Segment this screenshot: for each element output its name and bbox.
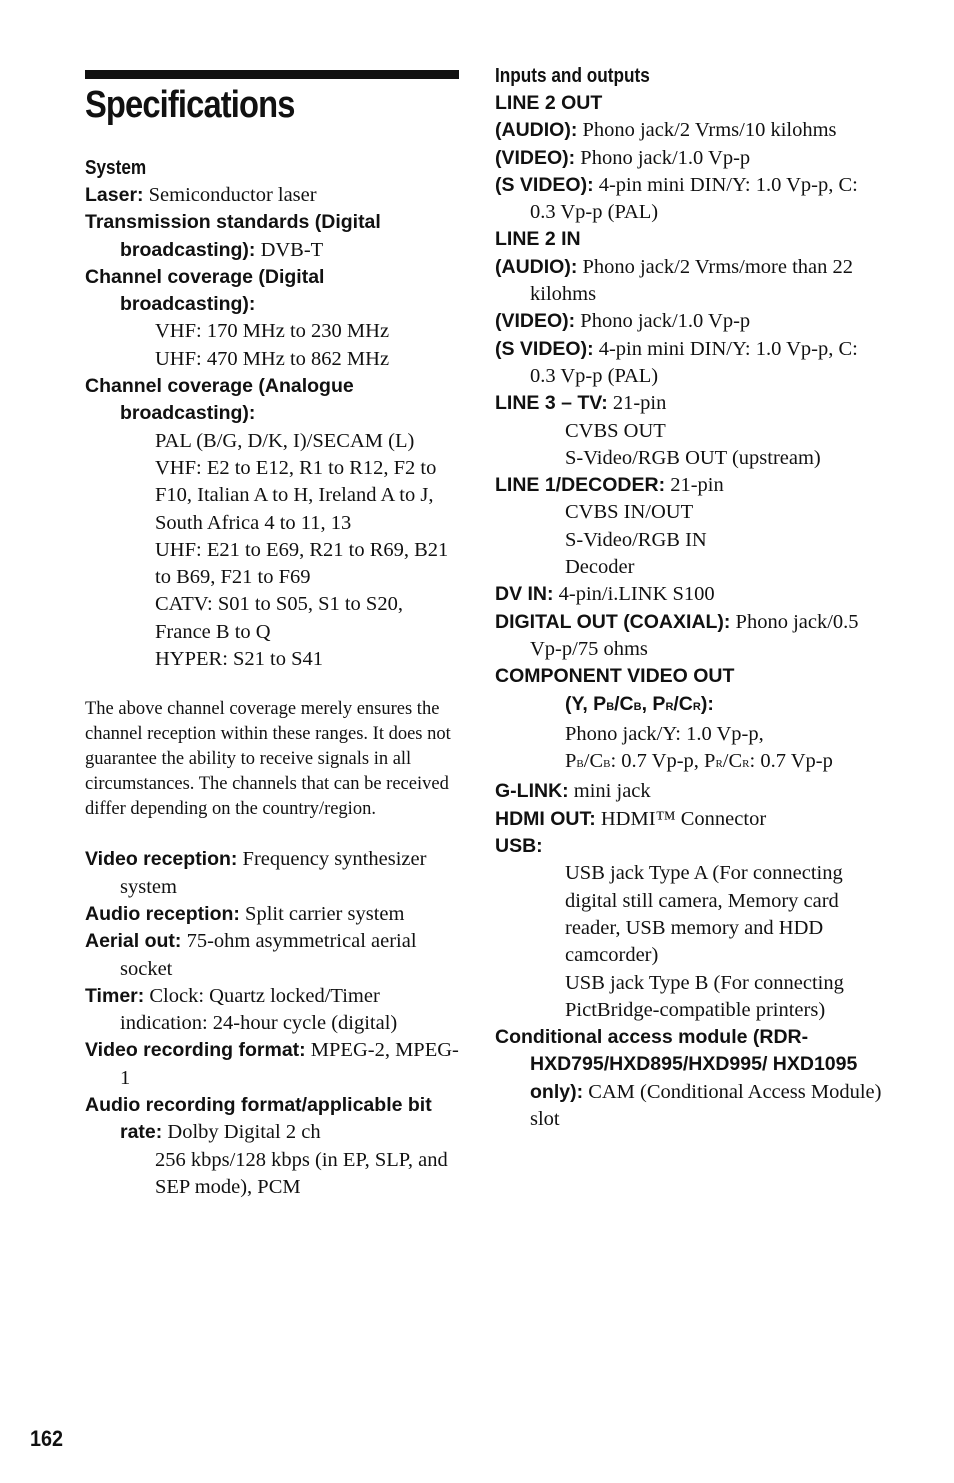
line1-line: CVBS IN/OUT [565,501,694,524]
channel-analogue-line: PAL (B/G, D/K, I)/SECAM (L) [155,429,415,452]
video-format-label: Video recording format: [85,1039,306,1062]
laser-label: Laser: [85,184,144,206]
channel-digital-label: Channel coverage (Digital broadcasting): [85,265,325,316]
channel-digital-line: UHF: 470 MHz to 862 MHz [155,347,390,370]
channel-analogue-label: Channel coverage (Analogue broadcasting): [85,375,354,425]
laser-spec [85,182,460,209]
channel-digital-spec [85,264,460,373]
video-reception-value: Frequency synthesizer system [120,848,427,898]
transmission-value: DVB-T [260,238,324,261]
line2-out-svideo: (S VIDEO): 4-pin mini DIN/Y: 1.0 Vp-p, C: 0.3 Vp-p (PAL) [495,173,858,224]
timer-label: Timer: [85,984,145,1007]
component-video-line: Phono jack/Y: 1.0 Vp-p, [565,722,764,745]
usb-line: USB jack Type A (For connecting digital still camera, Memory card reader, USB memory and HDD camcorder) [565,862,843,967]
page-title: Specifications [85,84,295,126]
channel-analogue-line: UHF: E21 to E69, R21 to R69, B21 to B69, F21 to F69 [155,538,449,589]
io-heading: Inputs and outputs [495,65,650,87]
line2-out-video: (VIDEO): Phono jack/1.0 Vp-p [495,146,751,169]
coverage-note: The above channel coverage merely ensures the channel reception within these ranges. It does not guarantee the ability to receive signals in all circumstances. The channels that can be received differ depending on the country/region. [85,699,451,820]
component-video-line: PB/CB: 0.7 Vp-p, PR/CR: 0.7 Vp-p [565,750,833,773]
channel-analogue-line: HYPER: S21 to S41 [155,648,324,671]
line2-out-audio: (AUDIO): Phono jack/2 Vrms/10 kilohms [495,119,837,142]
audio-reception-spec [85,901,460,928]
line1-spec: LINE 1/DECODER: 21-pin CVBS IN/OUT S-Video/RGB IN Decoder [495,472,885,581]
component-video-spec: COMPONENT VIDEO OUT (Y, PB/CB, PR/CR): Phono jack/Y: 1.0 Vp-p, PB/CB: 0.7 Vp-p, PR/CR: 0.7 Vp-p [495,663,885,778]
channel-analogue-line: VHF: E2 to E12, R1 to R12, F2 to F10, Italian A to H, Ireland A to J, South Africa 4 to 11, 13 [155,456,437,534]
transmission-spec [85,209,460,264]
line2-in-audio: (AUDIO): Phono jack/2 Vrms/more than 22 kilohms [495,255,854,306]
aerial-out-label: Aerial out: [85,930,182,953]
channel-analogue-spec [85,373,460,673]
video-reception-spec [85,846,460,901]
transmission-label: Transmission standards (Digital broadcasting): [85,211,381,261]
component-video-channels: (Y, PB/CB, PR/CR): [565,692,714,715]
audio-format-line: 256 kbps/128 kbps (in EP, SLP, and SEP mode), PCM [155,1148,448,1198]
video-format-spec [85,1037,460,1092]
audio-format-spec [85,1092,460,1201]
video-reception-label: Video reception: [85,848,238,871]
g-link-spec: G-LINK: mini jack [495,780,651,803]
line3-line: S-Video/RGB OUT (upstream) [565,446,821,469]
system-heading: System [85,157,147,179]
audio-reception-label: Audio reception: [85,902,240,925]
channel-analogue-line: CATV: S01 to S05, S1 to S20, France B to Q [155,593,403,643]
hdmi-out-spec: HDMI OUT: HDMI™ Connector [495,807,767,830]
timer-value: Clock: Quartz locked/Timer indication: 24-hour cycle (digital) [120,984,398,1035]
video-format-value: MPEG-2, MPEG-1 [120,1039,459,1089]
aerial-out-spec [85,928,460,983]
usb-spec: USB: USB jack Type A (For connecting digital still camera, Memory card reader, USB memory and HDD camcorder) USB jack Type B (For connecting PictBridge-compatible printers) [495,833,885,1024]
page-number: 162 [30,1426,64,1451]
cam-spec: Conditional access module (RDR-HXD795/HXD895/HXD995/ HXD1095 only): CAM (Conditional Access Module) slot [495,1026,882,1130]
digital-out-spec: DIGITAL OUT (COAXIAL): Phono jack/0.5 Vp-p/75 ohms [495,610,859,660]
audio-format-label: Audio recording format/applicable bit rate: [85,1094,432,1144]
line3-line: CVBS OUT [565,419,666,442]
title-rule [85,70,459,79]
line2-out-heading: LINE 2 OUT [495,92,603,114]
audio-format-value: Dolby Digital 2 ch [167,1121,321,1144]
dv-in-spec: DV IN: 4-pin/i.LINK S100 [495,583,715,606]
line2-in-heading: LINE 2 IN [495,228,581,251]
line1-line: Decoder [565,556,635,579]
aerial-out-value: 75-ohm asymmetrical aerial socket [120,930,417,980]
line1-line: S-Video/RGB IN [565,528,707,551]
usb-line: USB jack Type B (For connecting PictBridge-compatible printers) [565,971,844,1021]
timer-spec [85,983,460,1038]
laser-value: Semiconductor laser [148,184,317,206]
channel-digital-line: VHF: 170 MHz to 230 MHz [155,320,390,343]
line3-spec: LINE 3 – TV: 21-pin CVBS OUT S-Video/RGB OUT (upstream) [495,390,885,472]
line2-in-svideo: (S VIDEO): 4-pin mini DIN/Y: 1.0 Vp-p, C: 0.3 Vp-p (PAL) [495,337,858,387]
line2-in-video: (VIDEO): Phono jack/1.0 Vp-p [495,310,751,333]
audio-reception-value: Split carrier system [245,902,405,925]
